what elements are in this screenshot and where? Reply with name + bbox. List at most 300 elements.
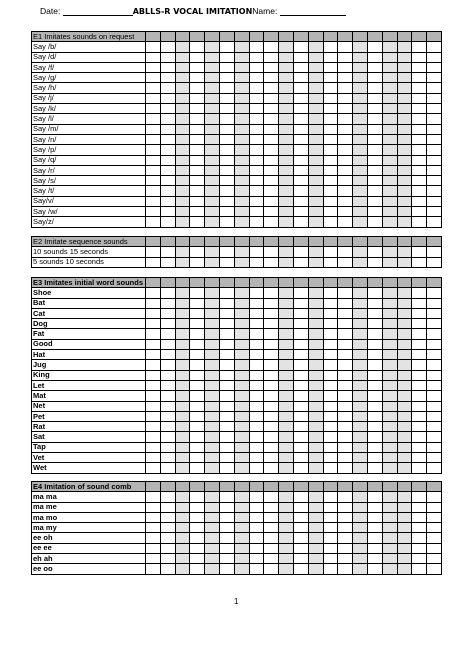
score-cell[interactable] [367,391,382,401]
score-cell[interactable] [146,62,161,72]
score-cell[interactable] [412,391,427,401]
score-cell[interactable] [397,62,412,72]
score-cell[interactable] [412,288,427,298]
score-cell[interactable] [264,543,279,553]
score-cell[interactable] [397,104,412,114]
score-cell[interactable] [397,114,412,124]
score-cell[interactable] [279,319,294,329]
score-cell[interactable] [367,339,382,349]
score-cell[interactable] [353,411,368,421]
score-cell[interactable] [308,217,323,227]
score-cell[interactable] [353,298,368,308]
score-cell[interactable] [264,442,279,452]
score-cell[interactable] [219,442,234,452]
score-cell[interactable] [338,564,353,574]
score-cell[interactable] [353,512,368,522]
score-cell[interactable] [412,52,427,62]
score-cell[interactable] [219,391,234,401]
score-cell[interactable] [293,370,308,380]
score-cell[interactable] [249,52,264,62]
score-cell[interactable] [382,543,397,553]
score-cell[interactable] [234,62,249,72]
score-cell[interactable] [249,217,264,227]
score-cell[interactable] [382,370,397,380]
score-cell[interactable] [219,257,234,267]
score-cell[interactable] [249,391,264,401]
score-cell[interactable] [338,134,353,144]
score-cell[interactable] [323,401,338,411]
score-cell[interactable] [397,411,412,421]
score-cell[interactable] [160,145,175,155]
score-cell[interactable] [427,543,442,553]
score-cell[interactable] [412,186,427,196]
score-cell[interactable] [219,83,234,93]
score-cell[interactable] [427,288,442,298]
score-cell[interactable] [338,308,353,318]
score-cell[interactable] [146,370,161,380]
score-cell[interactable] [367,370,382,380]
score-cell[interactable] [353,422,368,432]
score-cell[interactable] [338,453,353,463]
score-cell[interactable] [264,492,279,502]
score-cell[interactable] [323,422,338,432]
score-cell[interactable] [367,432,382,442]
score-cell[interactable] [264,52,279,62]
score-cell[interactable] [323,463,338,473]
score-cell[interactable] [353,380,368,390]
score-cell[interactable] [279,543,294,553]
score-cell[interactable] [146,350,161,360]
score-cell[interactable] [205,217,220,227]
score-cell[interactable] [397,186,412,196]
score-cell[interactable] [367,288,382,298]
score-cell[interactable] [234,104,249,114]
score-cell[interactable] [219,432,234,442]
score-cell[interactable] [353,288,368,298]
score-cell[interactable] [338,380,353,390]
score-cell[interactable] [397,350,412,360]
score-cell[interactable] [353,42,368,52]
score-cell[interactable] [353,329,368,339]
score-cell[interactable] [146,134,161,144]
score-cell[interactable] [175,401,190,411]
score-cell[interactable] [249,564,264,574]
score-cell[interactable] [382,165,397,175]
score-cell[interactable] [234,442,249,452]
score-cell[interactable] [160,523,175,533]
score-cell[interactable] [234,350,249,360]
score-cell[interactable] [367,165,382,175]
score-cell[interactable] [160,370,175,380]
score-cell[interactable] [219,288,234,298]
score-cell[interactable] [205,564,220,574]
score-cell[interactable] [234,512,249,522]
score-cell[interactable] [234,124,249,134]
score-cell[interactable] [160,196,175,206]
score-cell[interactable] [146,298,161,308]
score-cell[interactable] [190,492,205,502]
score-cell[interactable] [264,463,279,473]
score-cell[interactable] [160,217,175,227]
score-cell[interactable] [279,411,294,421]
score-cell[interactable] [397,360,412,370]
score-cell[interactable] [382,186,397,196]
score-cell[interactable] [367,93,382,103]
score-cell[interactable] [264,247,279,257]
score-cell[interactable] [205,308,220,318]
score-cell[interactable] [412,463,427,473]
score-cell[interactable] [293,360,308,370]
score-cell[interactable] [308,186,323,196]
score-cell[interactable] [234,319,249,329]
score-cell[interactable] [264,564,279,574]
score-cell[interactable] [205,196,220,206]
score-cell[interactable] [190,350,205,360]
score-cell[interactable] [338,442,353,452]
score-cell[interactable] [338,350,353,360]
score-cell[interactable] [412,145,427,155]
score-cell[interactable] [427,453,442,463]
score-cell[interactable] [190,124,205,134]
score-cell[interactable] [353,176,368,186]
score-cell[interactable] [190,411,205,421]
score-cell[interactable] [427,411,442,421]
score-cell[interactable] [367,442,382,452]
score-cell[interactable] [279,492,294,502]
score-cell[interactable] [205,52,220,62]
score-cell[interactable] [427,114,442,124]
score-cell[interactable] [219,308,234,318]
score-cell[interactable] [175,176,190,186]
score-cell[interactable] [293,512,308,522]
score-cell[interactable] [293,432,308,442]
score-cell[interactable] [427,62,442,72]
score-cell[interactable] [293,380,308,390]
score-cell[interactable] [397,42,412,52]
score-cell[interactable] [146,165,161,175]
score-cell[interactable] [397,217,412,227]
score-cell[interactable] [190,288,205,298]
score-cell[interactable] [190,370,205,380]
score-cell[interactable] [367,217,382,227]
score-cell[interactable] [264,298,279,308]
score-cell[interactable] [382,339,397,349]
score-cell[interactable] [323,502,338,512]
score-cell[interactable] [234,196,249,206]
score-cell[interactable] [367,308,382,318]
score-cell[interactable] [412,554,427,564]
score-cell[interactable] [175,134,190,144]
score-cell[interactable] [205,73,220,83]
score-cell[interactable] [234,217,249,227]
score-cell[interactable] [382,42,397,52]
score-cell[interactable] [367,502,382,512]
score-cell[interactable] [338,523,353,533]
score-cell[interactable] [146,52,161,62]
score-cell[interactable] [175,564,190,574]
score-cell[interactable] [308,247,323,257]
score-cell[interactable] [279,502,294,512]
score-cell[interactable] [234,502,249,512]
score-cell[interactable] [338,411,353,421]
score-cell[interactable] [190,186,205,196]
score-cell[interactable] [279,186,294,196]
score-cell[interactable] [205,339,220,349]
score-cell[interactable] [382,492,397,502]
score-cell[interactable] [190,196,205,206]
score-cell[interactable] [264,554,279,564]
score-cell[interactable] [353,391,368,401]
score-cell[interactable] [146,73,161,83]
score-cell[interactable] [219,52,234,62]
score-cell[interactable] [279,257,294,267]
score-cell[interactable] [382,391,397,401]
score-cell[interactable] [249,93,264,103]
score-cell[interactable] [353,543,368,553]
score-cell[interactable] [427,176,442,186]
score-cell[interactable] [175,165,190,175]
score-cell[interactable] [234,83,249,93]
score-cell[interactable] [205,62,220,72]
score-cell[interactable] [367,319,382,329]
score-cell[interactable] [175,186,190,196]
score-cell[interactable] [205,370,220,380]
score-cell[interactable] [323,247,338,257]
score-cell[interactable] [219,176,234,186]
score-cell[interactable] [279,442,294,452]
score-cell[interactable] [353,442,368,452]
score-cell[interactable] [338,543,353,553]
score-cell[interactable] [175,502,190,512]
score-cell[interactable] [279,134,294,144]
score-cell[interactable] [382,453,397,463]
score-cell[interactable] [382,350,397,360]
score-cell[interactable] [175,329,190,339]
score-cell[interactable] [264,176,279,186]
score-cell[interactable] [146,288,161,298]
score-cell[interactable] [308,329,323,339]
score-cell[interactable] [234,288,249,298]
score-cell[interactable] [205,422,220,432]
score-cell[interactable] [338,145,353,155]
score-cell[interactable] [175,62,190,72]
score-cell[interactable] [249,83,264,93]
score-cell[interactable] [160,339,175,349]
score-cell[interactable] [412,104,427,114]
score-cell[interactable] [412,370,427,380]
score-cell[interactable] [146,207,161,217]
score-cell[interactable] [427,401,442,411]
score-cell[interactable] [279,52,294,62]
score-cell[interactable] [308,422,323,432]
score-cell[interactable] [338,83,353,93]
score-cell[interactable] [249,533,264,543]
score-cell[interactable] [146,554,161,564]
score-cell[interactable] [264,73,279,83]
score-cell[interactable] [219,207,234,217]
score-cell[interactable] [234,134,249,144]
score-cell[interactable] [146,523,161,533]
score-cell[interactable] [175,73,190,83]
score-cell[interactable] [397,422,412,432]
score-cell[interactable] [353,93,368,103]
score-cell[interactable] [190,432,205,442]
score-cell[interactable] [353,554,368,564]
score-cell[interactable] [190,217,205,227]
score-cell[interactable] [249,145,264,155]
score-cell[interactable] [293,247,308,257]
score-cell[interactable] [353,217,368,227]
score-cell[interactable] [160,543,175,553]
score-cell[interactable] [338,370,353,380]
score-cell[interactable] [353,257,368,267]
score-cell[interactable] [279,554,294,564]
score-cell[interactable] [175,93,190,103]
score-cell[interactable] [264,319,279,329]
score-cell[interactable] [279,512,294,522]
score-cell[interactable] [190,207,205,217]
score-cell[interactable] [205,207,220,217]
score-cell[interactable] [308,523,323,533]
score-cell[interactable] [219,217,234,227]
score-cell[interactable] [234,391,249,401]
score-cell[interactable] [397,73,412,83]
score-cell[interactable] [264,370,279,380]
score-cell[interactable] [264,411,279,421]
score-cell[interactable] [308,401,323,411]
score-cell[interactable] [367,401,382,411]
score-cell[interactable] [427,83,442,93]
score-cell[interactable] [234,543,249,553]
score-cell[interactable] [367,523,382,533]
score-cell[interactable] [293,114,308,124]
score-cell[interactable] [219,463,234,473]
score-cell[interactable] [353,564,368,574]
score-cell[interactable] [264,391,279,401]
score-cell[interactable] [293,165,308,175]
score-cell[interactable] [427,196,442,206]
score-cell[interactable] [367,114,382,124]
score-cell[interactable] [397,463,412,473]
score-cell[interactable] [412,360,427,370]
score-cell[interactable] [234,308,249,318]
score-cell[interactable] [249,442,264,452]
score-cell[interactable] [412,543,427,553]
score-cell[interactable] [219,155,234,165]
score-cell[interactable] [175,492,190,502]
score-cell[interactable] [323,83,338,93]
score-cell[interactable] [279,350,294,360]
score-cell[interactable] [249,308,264,318]
score-cell[interactable] [308,83,323,93]
score-cell[interactable] [427,360,442,370]
score-cell[interactable] [353,432,368,442]
score-cell[interactable] [146,247,161,257]
score-cell[interactable] [323,124,338,134]
score-cell[interactable] [205,186,220,196]
score-cell[interactable] [382,257,397,267]
score-cell[interactable] [219,62,234,72]
score-cell[interactable] [353,360,368,370]
score-cell[interactable] [234,247,249,257]
score-cell[interactable] [190,329,205,339]
score-cell[interactable] [190,502,205,512]
score-cell[interactable] [279,308,294,318]
score-cell[interactable] [264,134,279,144]
score-cell[interactable] [382,401,397,411]
score-cell[interactable] [323,114,338,124]
score-cell[interactable] [412,401,427,411]
score-cell[interactable] [175,196,190,206]
score-cell[interactable] [146,319,161,329]
score-cell[interactable] [397,370,412,380]
score-cell[interactable] [249,62,264,72]
score-cell[interactable] [219,360,234,370]
score-cell[interactable] [249,176,264,186]
score-cell[interactable] [205,257,220,267]
score-cell[interactable] [279,165,294,175]
score-cell[interactable] [427,93,442,103]
score-cell[interactable] [146,155,161,165]
score-cell[interactable] [308,360,323,370]
score-cell[interactable] [293,319,308,329]
score-cell[interactable] [367,62,382,72]
score-cell[interactable] [308,512,323,522]
score-cell[interactable] [353,134,368,144]
score-cell[interactable] [427,217,442,227]
score-cell[interactable] [397,196,412,206]
score-cell[interactable] [382,83,397,93]
score-cell[interactable] [205,247,220,257]
score-cell[interactable] [264,196,279,206]
score-cell[interactable] [427,104,442,114]
score-cell[interactable] [338,217,353,227]
score-cell[interactable] [338,329,353,339]
score-cell[interactable] [367,124,382,134]
score-cell[interactable] [308,380,323,390]
score-cell[interactable] [323,145,338,155]
score-cell[interactable] [234,492,249,502]
score-cell[interactable] [249,257,264,267]
score-cell[interactable] [190,83,205,93]
score-cell[interactable] [308,114,323,124]
score-cell[interactable] [397,165,412,175]
score-cell[interactable] [338,288,353,298]
score-cell[interactable] [323,339,338,349]
score-cell[interactable] [264,207,279,217]
score-cell[interactable] [427,422,442,432]
score-cell[interactable] [249,186,264,196]
score-cell[interactable] [205,360,220,370]
score-cell[interactable] [338,339,353,349]
score-cell[interactable] [412,523,427,533]
score-cell[interactable] [175,350,190,360]
score-cell[interactable] [353,502,368,512]
score-cell[interactable] [249,42,264,52]
score-cell[interactable] [219,512,234,522]
score-cell[interactable] [293,104,308,114]
score-cell[interactable] [397,442,412,452]
score-cell[interactable] [190,247,205,257]
score-cell[interactable] [175,360,190,370]
score-cell[interactable] [427,207,442,217]
score-cell[interactable] [293,442,308,452]
score-cell[interactable] [308,564,323,574]
score-cell[interactable] [160,176,175,186]
score-cell[interactable] [293,411,308,421]
score-cell[interactable] [146,186,161,196]
score-cell[interactable] [205,543,220,553]
